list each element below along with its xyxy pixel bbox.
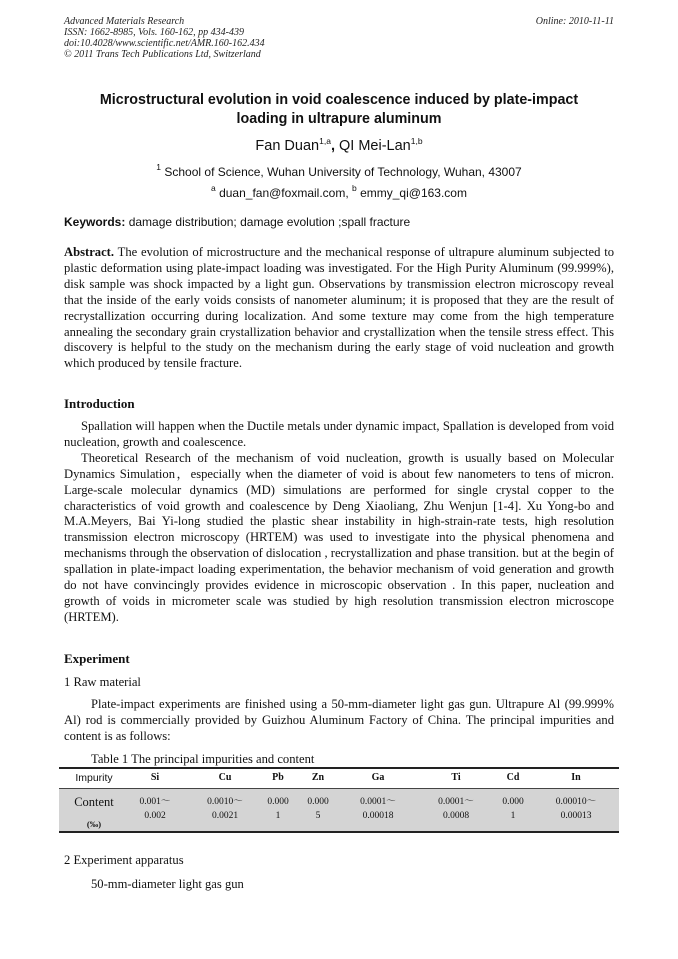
table-header-cell: Zn xyxy=(311,772,325,783)
apparatus-heading: 2 Experiment apparatus xyxy=(64,853,184,867)
abstract-text: The evolution of microstructure and the mechanical response of ultrapure aluminum subjected to plastic deformation using plate-impact loading was investigated. For the High Purity Aluminum (99.999%), disk sample was shock impacted by a light gun. Observations by transmission electron microscopy reveal that the inside of the early voids consists of nanometer aluminum; it is proposed that they are the result of recrystallization occurring during localization. And some texture may come from the high temperature annealing the secondary grain crystallization behavior and crystallization when the tensile stress effect. This discovery is helpful to the study on the mechanism during the early stage of void nucleation and growth which produced by tensile fracture. xyxy=(64,245,615,371)
intro-paragraph-1: Spallation will happen when the Ductile metals under dynamic impact, Spallation is developed from void nucleation, growth and coalescence. xyxy=(64,419,614,449)
abstract-label: Abstract. xyxy=(64,245,115,259)
table-cell: 0.0001～ 0.00018 xyxy=(360,797,396,821)
table-cell: 0.000 5 xyxy=(307,797,329,821)
table-header-cell: Ti xyxy=(451,772,461,783)
table-cell: 0.000 1 xyxy=(502,797,524,821)
experiment-heading: Experiment xyxy=(64,651,130,666)
email-line xyxy=(64,180,614,201)
affiliation-sup: 1 xyxy=(156,162,162,172)
table-bottom-rule xyxy=(59,831,619,833)
table-data-row xyxy=(59,789,619,831)
issn-line: ISSN: 1662-8985, Vols. 160-162, pp 434-439 xyxy=(64,27,244,38)
intro-paragraph-2: Theoretical Research of the mechanism of void nucleation, growth is usually based on Molecular Dynamics Simulation，especially when the diameter of void is about few nanometers to tens of micron. Large-scale molecular dynamics (MD) simulations are performed for single crystal copper to the characteristics of void growth and coalescence by Deng Xiaoliang, Zhu Wenjun [1-4]. Xu Yong-bo and M.A.Meyers, Bai Yi-long studied the plastic shear instability in high-strain-rate tests, high resolution transmission electron microscopy (HRTEM) was used to investigate into the physical phenomena and mechanisms through the observation of dislocation , recrystallization and phase transition. but at the begin of spallation in plate-impact loading experimentation, the behavior mechanism of void generation and growth do not have convincingly provides evidence in microscopic observation . In this paper, nucleation and growth of voids in micrometer scale was studied by high resolution transmission electron microscope (HRTEM). xyxy=(64,450,614,624)
email-a-sup: a xyxy=(211,183,216,193)
title-line-1: Microstructural evolution in void coalescence induced by plate-impact xyxy=(99,92,579,108)
email-a: duan_fan@foxmail.com, xyxy=(219,186,349,200)
copyright-line: © 2011 Trans Tech Publications Ltd, Switzerland xyxy=(64,49,261,60)
email-b-sup: b xyxy=(352,183,357,193)
table-header-cell: Pb xyxy=(272,772,284,783)
author-list: Fan Duan$^{1,a}$, QI Mei-Lan$^{1,b}$ xyxy=(255,136,423,154)
table-row-unit: (‰) xyxy=(86,819,102,829)
title-line-2: loading in ultrapure aluminum xyxy=(236,111,442,127)
journal-header xyxy=(64,16,614,60)
keywords-text: damage distribution; damage evolution ;spall fracture xyxy=(128,215,411,229)
table-header-label: Impurity xyxy=(75,772,113,784)
paper-title xyxy=(64,91,614,129)
introduction-heading: Introduction xyxy=(64,396,135,411)
keywords-label: Keywords: xyxy=(64,215,126,229)
affiliation xyxy=(64,159,614,180)
table-cell: 0.00010～ 0.00013 xyxy=(555,797,597,821)
author-2-name: QI Mei-Lan xyxy=(339,138,411,154)
raw-material-heading: 1 Raw material xyxy=(64,675,141,689)
author-2-sup: 1,b xyxy=(410,136,423,146)
table-header-cell: In xyxy=(571,772,581,783)
table-header-cell: Ga xyxy=(371,772,385,783)
table-cell: 0.001～ 0.002 xyxy=(139,797,171,821)
email-b: emmy_qi@163.com xyxy=(360,186,467,200)
table-cell: 0.0001～ 0.0008 xyxy=(438,797,474,821)
table-cell: 0.000 1 xyxy=(267,797,289,821)
table-cell: 0.0010～ 0.0021 xyxy=(207,797,243,821)
apparatus-text: 50-mm-diameter light gas gun xyxy=(91,877,244,891)
author-1-name: Fan Duan xyxy=(255,138,320,154)
abstract xyxy=(64,245,614,372)
table-caption: Table 1 The principal impurities and content xyxy=(91,752,315,766)
online-date: Online: 2010-11-11 xyxy=(535,16,614,27)
table-header-cell: Cd xyxy=(506,772,520,783)
introduction-body xyxy=(64,419,614,626)
table-row-label: Content xyxy=(74,795,114,809)
affiliation-text: School of Science, Wuhan University of Technology, Wuhan, 43007 xyxy=(164,165,522,179)
table-header-row xyxy=(59,769,619,788)
table-header-cell: Si xyxy=(150,772,160,783)
table-header-cell: Cu xyxy=(218,772,232,783)
keywords xyxy=(64,214,614,230)
raw-material-body xyxy=(64,697,614,745)
raw-material-paragraph: Plate-impact experiments are finished using a 50-mm-diameter light gas gun. Ultrapure Al (99.999% Al) rod is commercially provided by Guizhou Aluminum Factory of China. The principal impurities and content is as follows: xyxy=(64,697,614,743)
author-1-sup: 1,a xyxy=(319,136,331,146)
journal-name: Advanced Materials Research xyxy=(64,16,185,27)
doi-line: doi:10.4028/www.scientific.net/AMR.160-162.434 xyxy=(64,38,265,49)
